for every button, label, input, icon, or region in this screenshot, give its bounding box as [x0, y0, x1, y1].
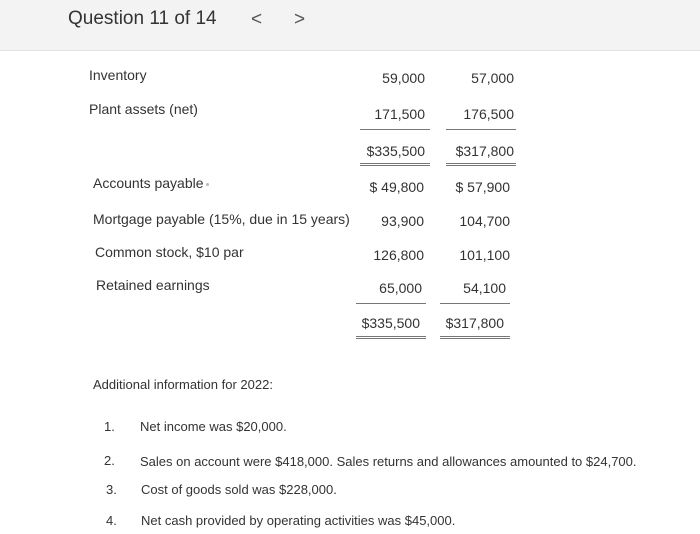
liability-value-2021: $ 57,900 — [455, 179, 510, 195]
list-number: 4. — [106, 513, 117, 528]
liability-value-2021: 104,700 — [459, 213, 510, 229]
asset-value-2021: 57,000 — [471, 70, 514, 86]
list-item: Net cash provided by operating activities was $45,000. — [141, 513, 456, 528]
list-number: 3. — [106, 482, 117, 497]
asset-value-2022: 59,000 — [382, 70, 425, 86]
bullet-dot — [206, 183, 209, 186]
chevron-left-icon[interactable]: < — [251, 9, 263, 30]
total-rule — [360, 163, 430, 166]
question-title: Question 11 of 14 — [68, 8, 217, 29]
total-rule — [356, 336, 426, 339]
subtotal-rule — [446, 129, 516, 130]
liability-label-mortgage: Mortgage payable (15%, due in 15 years) — [93, 211, 350, 227]
list-item: Cost of goods sold was $228,000. — [141, 482, 337, 497]
asset-label-plant: Plant assets (net) — [89, 101, 198, 117]
total-liabilities-2022: $335,500 — [361, 315, 420, 331]
list-item: Sales on account were $418,000. Sales returns and allowances amounted to $24,700. — [140, 454, 637, 469]
asset-value-2022: 171,500 — [374, 106, 425, 122]
subtotal-rule — [356, 303, 426, 304]
total-assets-2021: $317,800 — [455, 143, 514, 159]
subtotal-rule — [440, 303, 510, 304]
additional-info-heading: Additional information for 2022: — [93, 377, 273, 392]
list-number: 2. — [104, 453, 115, 468]
liability-value-2022: $ 49,800 — [369, 179, 424, 195]
subtotal-rule — [360, 129, 430, 130]
equity-value-2021: 101,100 — [459, 247, 510, 263]
total-rule — [446, 163, 516, 166]
asset-value-2021: 176,500 — [463, 106, 514, 122]
equity-label-common-stock: Common stock, $10 par — [95, 244, 244, 260]
equity-value-2022: 65,000 — [379, 280, 422, 296]
question-content — [0, 51, 700, 534]
total-rule — [440, 336, 510, 339]
equity-value-2022: 126,800 — [373, 247, 424, 263]
equity-label-retained-earnings: Retained earnings — [96, 277, 210, 293]
liability-value-2022: 93,900 — [381, 213, 424, 229]
list-number: 1. — [104, 419, 115, 434]
equity-value-2021: 54,100 — [463, 280, 506, 296]
liability-label-accounts-payable: Accounts payable — [93, 175, 204, 191]
total-assets-2022: $335,500 — [366, 143, 425, 159]
asset-label-inventory: Inventory — [89, 67, 147, 83]
list-item: Net income was $20,000. — [140, 419, 287, 434]
chevron-right-icon[interactable]: > — [294, 9, 306, 30]
question-header — [0, 0, 700, 51]
total-liabilities-2021: $317,800 — [445, 315, 504, 331]
